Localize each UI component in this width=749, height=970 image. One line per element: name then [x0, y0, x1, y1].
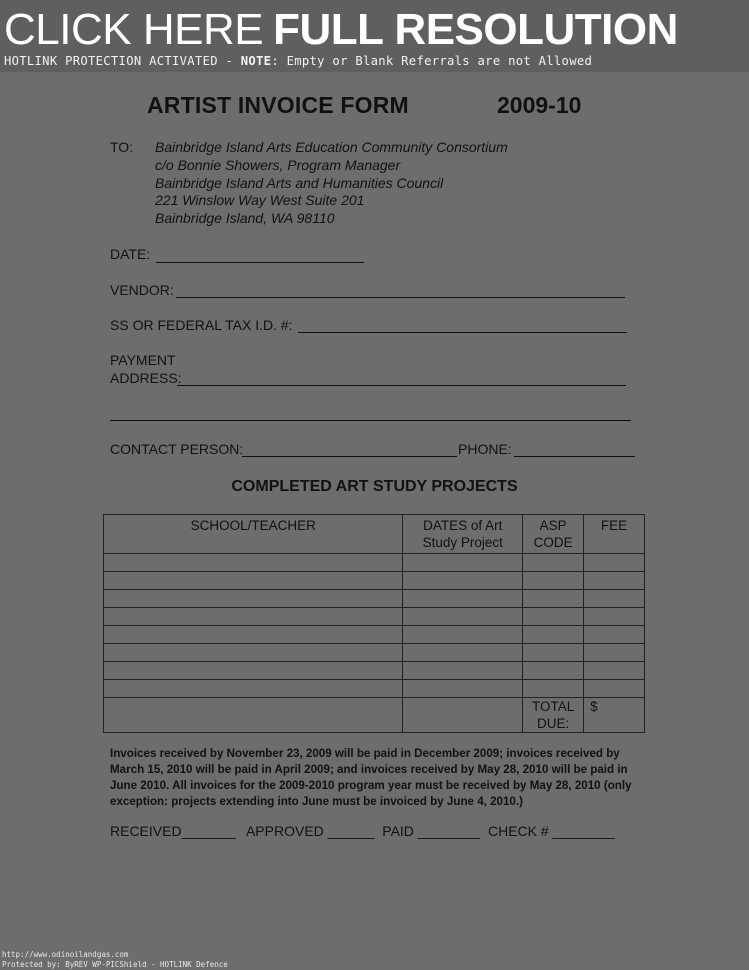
cell[interactable]	[403, 608, 523, 626]
total-row	[104, 698, 645, 733]
table-row	[104, 644, 645, 662]
table-row	[104, 590, 645, 608]
cell[interactable]	[523, 554, 584, 572]
address-line: 221 Winslow Way West Suite 201	[155, 192, 365, 208]
cell[interactable]	[523, 608, 584, 626]
tax-id-label: SS OR FEDERAL TAX I.D. #:	[110, 317, 293, 333]
total-line2: DUE:	[536, 716, 570, 731]
cell[interactable]	[403, 590, 523, 608]
vendor-label: VENDOR:	[110, 282, 174, 298]
paid-field[interactable]: PAID ________	[382, 823, 481, 839]
table-row	[104, 662, 645, 680]
cell[interactable]	[403, 572, 523, 590]
form-year: 2009-10	[497, 92, 582, 118]
approved-field[interactable]: APPROVED ______	[245, 823, 375, 839]
cell[interactable]	[104, 626, 403, 644]
banner-title[interactable]	[4, 6, 678, 54]
cell[interactable]	[523, 680, 584, 698]
check-field[interactable]: CHECK # ________	[487, 823, 615, 839]
total-due-label	[523, 698, 584, 733]
table-row	[104, 554, 645, 572]
cell[interactable]	[523, 590, 584, 608]
cell[interactable]	[523, 662, 584, 680]
col-asp-code	[523, 515, 584, 554]
banner-full-resolution[interactable]: FULL RESOLUTION	[273, 5, 678, 54]
phone-label: PHONE:	[458, 441, 512, 457]
hotlink-banner[interactable]	[0, 0, 749, 72]
cell[interactable]	[104, 680, 403, 698]
address-line: Bainbridge Island Arts Education Community Consortium	[155, 139, 508, 155]
cell[interactable]	[523, 626, 584, 644]
col-fee: FEE	[584, 515, 645, 554]
table-row	[104, 572, 645, 590]
cell[interactable]	[584, 572, 645, 590]
cell[interactable]	[584, 608, 645, 626]
address-line: c/o Bonnie Showers, Program Manager	[155, 157, 401, 173]
cell[interactable]	[584, 680, 645, 698]
cell[interactable]	[403, 644, 523, 662]
cell[interactable]	[523, 572, 584, 590]
cell[interactable]	[104, 590, 403, 608]
cell[interactable]	[584, 626, 645, 644]
col-dates	[403, 515, 523, 554]
footer-url[interactable]: http://www.odinoilandgas.com	[2, 950, 129, 959]
cell[interactable]	[523, 644, 584, 662]
date-label: DATE:	[110, 246, 151, 262]
payment-address-field[interactable]	[177, 385, 626, 386]
col-dates-line2: Study Project	[422, 535, 503, 550]
address-line: Bainbridge Island Arts and Humanities Council	[155, 175, 444, 191]
banner-subtitle	[4, 54, 592, 68]
cell[interactable]	[104, 554, 403, 572]
table-row	[104, 626, 645, 644]
banner-sub-suffix: : Empty or Blank Referrals are not Allowed	[271, 54, 593, 68]
cell[interactable]	[584, 662, 645, 680]
banner-click-here[interactable]: CLICK HERE	[4, 5, 264, 54]
cell[interactable]	[104, 572, 403, 590]
to-label: TO:	[110, 139, 134, 155]
form-title: ARTIST INVOICE FORM	[147, 92, 409, 118]
address-line: Bainbridge Island, WA 98110	[155, 210, 335, 226]
table-header-row	[104, 515, 645, 554]
total-due-field[interactable]: $	[584, 698, 645, 733]
cell[interactable]	[584, 644, 645, 662]
form-title-row	[0, 92, 749, 122]
banner-sub-note: NOTE	[240, 54, 272, 68]
cell[interactable]	[584, 590, 645, 608]
footer-protected: Protected by: ByREV WP-PICShield - HOTLINK Defence	[2, 960, 228, 969]
cell[interactable]	[403, 662, 523, 680]
table-row	[104, 680, 645, 698]
cell[interactable]	[584, 554, 645, 572]
banner-sub-prefix: HOTLINK PROTECTION ACTIVATED -	[4, 54, 241, 68]
col-dates-line1: DATES of Art	[423, 518, 503, 533]
col-asp-line1: ASP	[539, 518, 567, 533]
payment-label: PAYMENT	[110, 352, 176, 368]
date-field[interactable]	[156, 262, 364, 263]
col-asp-line2: CODE	[533, 535, 573, 550]
cell[interactable]	[403, 626, 523, 644]
projects-table	[103, 514, 645, 733]
cell[interactable]	[403, 680, 523, 698]
vendor-field[interactable]	[176, 297, 625, 298]
contact-person-label: CONTACT PERSON:	[110, 441, 244, 457]
cell[interactable]	[403, 554, 523, 572]
cell	[104, 698, 403, 733]
phone-field[interactable]	[514, 456, 635, 457]
col-school-teacher: SCHOOL/TEACHER	[104, 515, 403, 554]
cell[interactable]	[104, 662, 403, 680]
approval-row	[110, 823, 615, 839]
payment-address-label: ADDRESS:	[110, 370, 182, 386]
table-row	[104, 608, 645, 626]
received-field[interactable]: RECEIVED_______	[110, 823, 237, 839]
total-line1: TOTAL	[531, 699, 575, 714]
cell[interactable]	[104, 644, 403, 662]
projects-heading: COMPLETED ART STUDY PROJECTS	[231, 478, 518, 495]
payment-schedule-note: Invoices received by November 23, 2009 will be paid in December 2009; invoices received by March 15, 2010 will be paid in April 2009; and invoices received by May 28, 2010 will be paid in June 2010. All invoices for the 2009-2010 program year must be received by May 28, 2010 (only exception: projects extending into June must be invoiced by June 4, 2010.)	[110, 747, 632, 808]
contact-person-field[interactable]	[242, 456, 457, 457]
cell	[403, 698, 523, 733]
cell[interactable]	[104, 608, 403, 626]
payment-address-field-2[interactable]	[110, 420, 631, 421]
tax-id-field[interactable]	[298, 332, 627, 333]
